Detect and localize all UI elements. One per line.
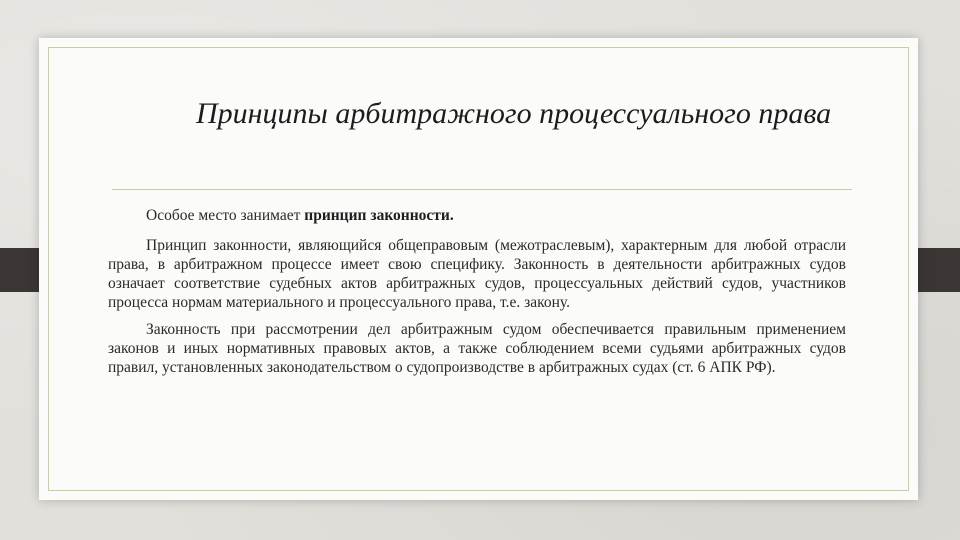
paragraph-legality-ensured: Законность при рассмотрении дел арбитражным судом обеспечивается правильным применением законов и иных нормативных правовых актов, а также соблюдением всеми судьями арбитражных судов правил, установленных законодательством о судопроизводстве в арбитражных судах (ст. 6 АПК РФ). bbox=[108, 321, 846, 376]
intro-text: Особое место занимает bbox=[146, 207, 305, 224]
intro-paragraph bbox=[108, 206, 846, 225]
title-divider bbox=[112, 189, 852, 190]
slide-body bbox=[108, 206, 846, 385]
paragraph-legality-principle: Принцип законности, являющийся общеправовым (межотраслевым), характерным для любой отрасли права, в арбитражном процессе имеет свою специфику. Законность в деятельности арбитражных судов означает соответствие судебных актов арбитражных судов, процессуальных действий судов, участников процесса нормам материального и процессуального права, т.е. закону. bbox=[108, 237, 846, 311]
slide-title: Принципы арбитражного процессуального права bbox=[196, 97, 832, 130]
intro-emphasis: принцип законности. bbox=[304, 207, 454, 224]
